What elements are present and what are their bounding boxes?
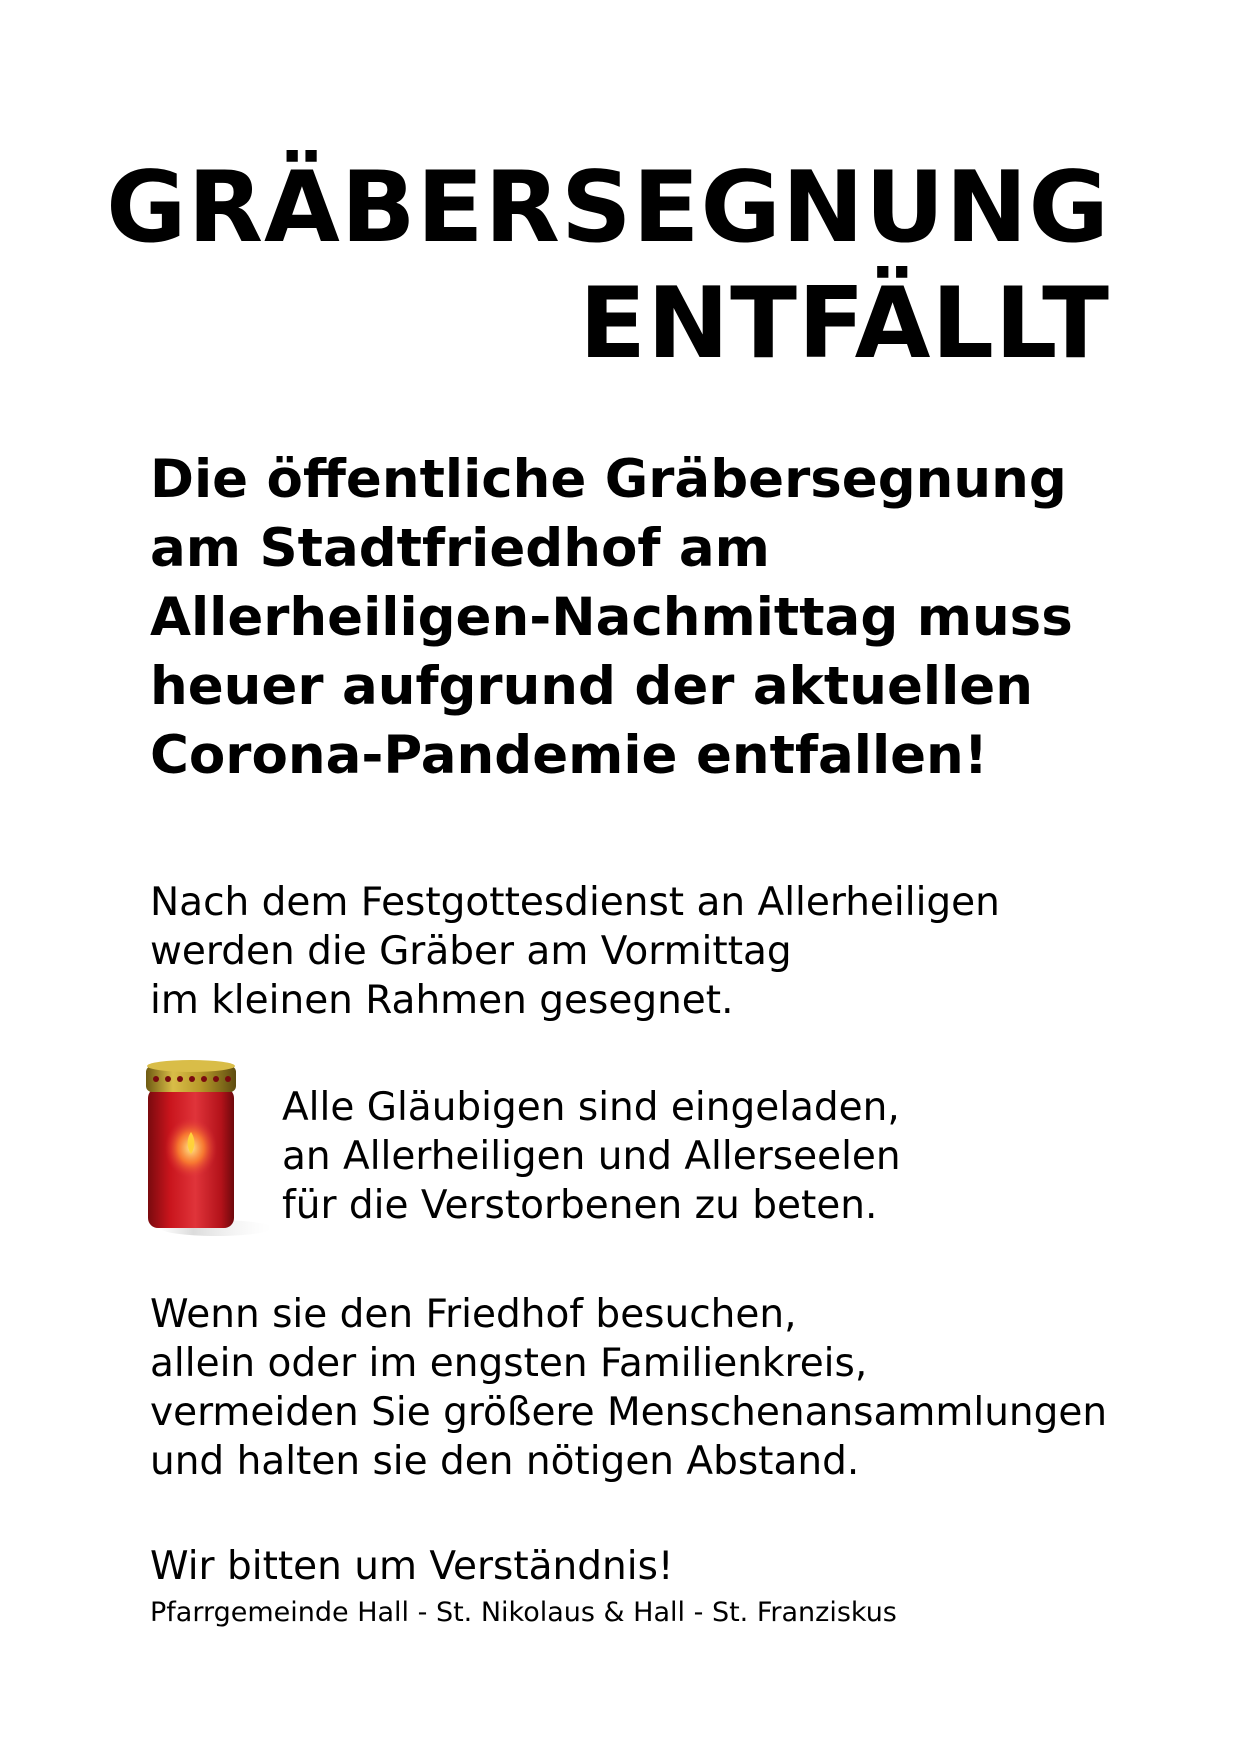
lead-line: Corona-Pandemie entfallen! (150, 725, 988, 786)
paragraph-line: vermeiden Sie größere Menschenansammlungen (150, 1390, 1108, 1435)
lead-line: am Stadtfriedhof am (150, 518, 770, 579)
lead-line: Die öffentliche Gräbersegnung (150, 449, 1067, 510)
paragraph-line: Alle Gläubigen sind eingeladen, (282, 1085, 900, 1130)
paragraph-line: allein oder im engsten Familienkreis, (150, 1341, 868, 1386)
headline-line-2: ENTFÄLLT (579, 267, 1110, 381)
headline-line-1: GRÄBERSEGNUNG (106, 151, 1110, 265)
distancing-paragraph (150, 1290, 1107, 1486)
headline (106, 150, 1110, 382)
paragraph-line: an Allerheiligen und Allerseelen (282, 1134, 901, 1179)
mass-info-paragraph (150, 878, 1000, 1025)
paragraph-line: und halten sie den nötigen Abstand. (150, 1439, 860, 1484)
grave-candle-icon (146, 1058, 272, 1236)
paragraph-line: Nach dem Festgottesdienst an Allerheiligen (150, 880, 1000, 925)
paragraph-line: werden die Gräber am Vormittag (150, 929, 792, 974)
paragraph-line: im kleinen Rahmen gesegnet. (150, 978, 734, 1023)
lead-line: Allerheiligen-Nachmittag muss (150, 587, 1073, 648)
lead-paragraph (150, 445, 1150, 790)
parish-signature: Pfarrgemeinde Hall - St. Nikolaus & Hall - St. Franziskus (150, 1597, 897, 1628)
invitation-paragraph (282, 1083, 901, 1230)
closing-line: Wir bitten um Verständnis! (150, 1544, 674, 1589)
paragraph-line: Wenn sie den Friedhof besuchen, (150, 1292, 797, 1337)
paragraph-line: für die Verstorbenen zu beten. (282, 1183, 878, 1228)
lead-line: heuer aufgrund der aktuellen (150, 656, 1033, 717)
